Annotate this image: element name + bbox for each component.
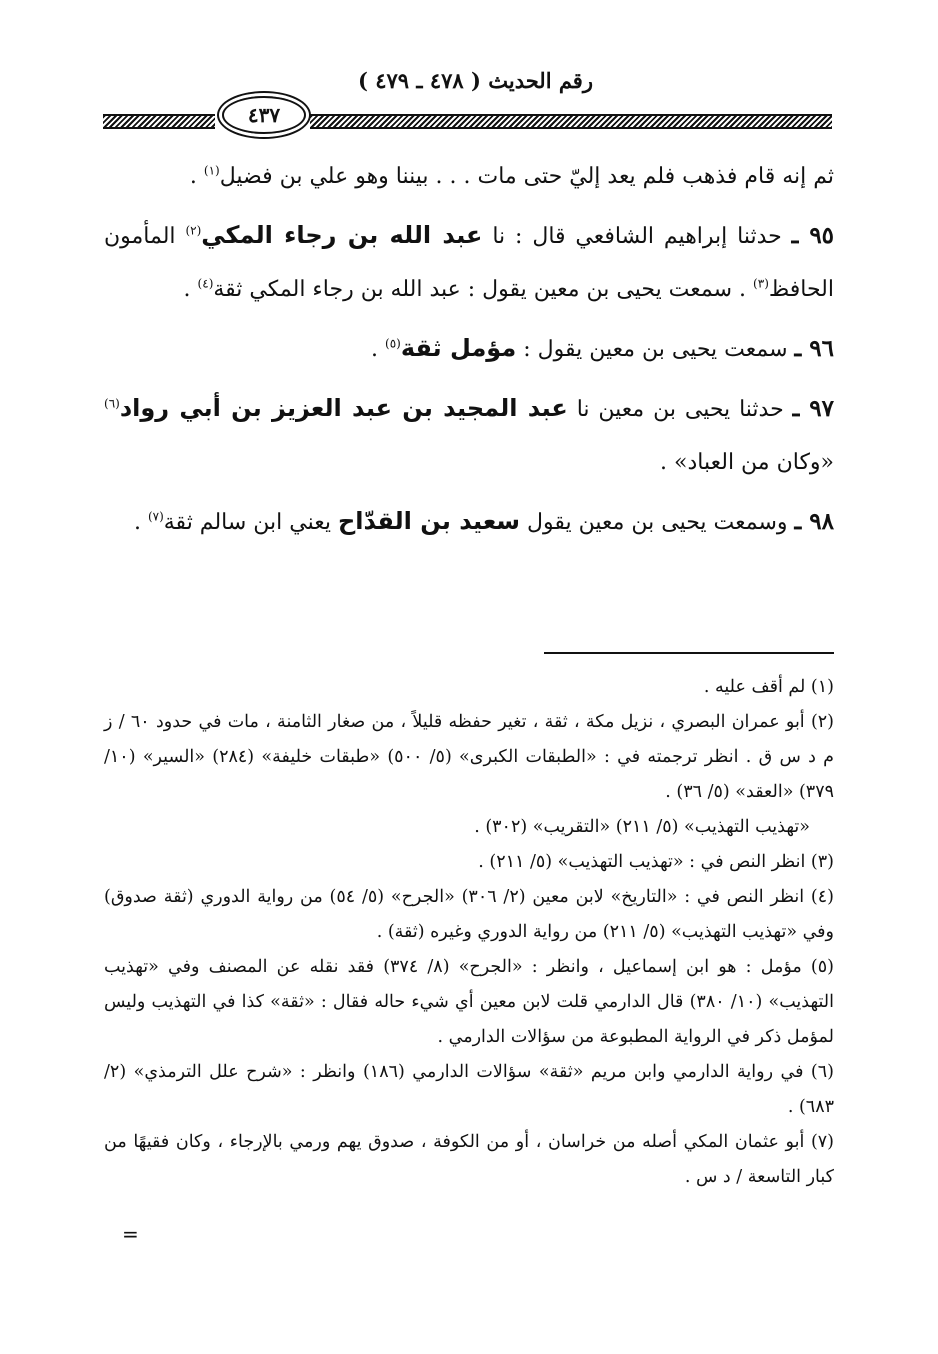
footnote-6: (٦) في رواية الدارمي وابن مريم «ثقة» سؤالات الدارمي (١٨٦) وانظر : «شرح علل الترمذي» (٢/ ٦٨٣) . — [104, 1062, 834, 1117]
footnote-ref: (٦) — [104, 396, 120, 411]
hadith-text: حدثنا إبراهيم الشافعي قال : نا — [492, 224, 782, 249]
footnote-1: (١) لم أقف عليه . — [703, 677, 834, 697]
hadith-text: وسمعت يحيى بن معين يقول — [527, 510, 788, 535]
narrator-name: سعيد بن القدّاح — [337, 507, 520, 535]
hadith-98: ٩٨ ـ وسمعت يحيى بن معين يقول سعيد بن القدّاح يعني ابن سالم ثقة$^{(٧)}$ . — [133, 507, 834, 535]
page-number: ٤٣٧ — [222, 96, 306, 134]
hadith-number: ٩٧ ـ — [792, 395, 834, 422]
intro-paragraph: ثم إنه قام فذهب فلم يعد إليّ حتى مات . . . بيننا وهو علي بن فضيل$^{(١)}$ . — [189, 163, 834, 189]
footnotes — [104, 670, 834, 1195]
footnote-ref: (٧) — [147, 509, 164, 524]
footnote-ref: (٢) — [185, 223, 202, 238]
footnote-7: (٧) أبو عثمان المكي أصله من خراسان ، أو من الكوفة ، صدوق يهم ورمي بالإرجاء ، وكان فقيهًا من كبار التاسعة / د س . — [104, 1132, 834, 1187]
hadith-97 — [104, 382, 834, 489]
narrator-name: عبد الله بن رجاء المكي — [201, 221, 483, 249]
footnote-ref: (٥) — [385, 336, 401, 351]
footnote-3: (٣) انظر النص في : «تهذيب التهذيب» (٥/ ٢١١) . — [478, 852, 834, 872]
hadith-text: «وكان من العباد» . — [660, 450, 834, 475]
hadith-number: ٩٨ ـ — [794, 508, 834, 535]
intro-text: ثم إنه قام فذهب فلم يعد إليّ حتى مات . . . بيننا وهو علي بن فضيل — [219, 164, 834, 189]
footnote-5: (٥) مؤمل : هو ابن إسماعيل ، وانظر : «الجرح» (٨/ ٣٧٤) فقد نقله عن المصنف وفي «تهذيب التهذيب» (١٠/ ٣٨٠) قال الدارمي قلت لابن معين أي شيء حاله فقال : «ثقة» كذا في التهذيب وليس لمؤمل ذكر في الرواية المطبوعة من سؤالات الدارمي . — [104, 957, 834, 1047]
narrator-name: عبد المجيد بن عبد العزيز بن أبي رواد — [119, 394, 568, 422]
footnote-2-continued: «تهذيب التهذيب» (٥/ ٢١١) «التقريب» (٣٠٢) . — [474, 817, 810, 837]
hadith-text: يعني ابن سالم ثقة — [163, 510, 331, 535]
footnote-separator — [544, 652, 834, 654]
header-ornament-rule — [310, 114, 832, 129]
footnote-4: (٤) انظر النص في : «التاريخ» لابن معين (٢/ ٣٠٦) «الجرح» (٥/ ٥٤) من رواية الدوري (ثقة صدوق) وفي «تهذيب التهذيب» (٥/ ٢١١) من رواية الدوري وغيره (ثقة) . — [104, 887, 834, 942]
hadith-text: . سمعت يحيى بن معين يقول : عبد الله بن رجاء المكي ثقة — [213, 277, 747, 302]
continuation-mark: = — [122, 1222, 139, 1246]
hadith-96: ٩٦ ـ سمعت يحيى بن معين يقول : مؤمل ثقة$^{(٥)}$ . — [371, 334, 834, 362]
header-ornament-rule — [103, 114, 215, 129]
hadith-number: ٩٦ ـ — [794, 335, 834, 362]
hadith-95: ٩٥ ـ حدثنا إبراهيم الشافعي قال : نا عبد الله بن رجاء المكي$^{(٢)}$ المأمون الحافظ$^{(٣)}$ . سمعت يحيى بن معين يقول : عبد الله بن رجاء المكي ثقة$^{(٤)}$ . — [104, 221, 835, 302]
narrator-name: مؤمل ثقة — [400, 334, 517, 362]
hadith-number: ٩٥ ـ — [791, 222, 835, 249]
footnote-ref: (٤) — [197, 276, 214, 291]
running-title: رقم الحديث ( ٤٧٨ ـ ٤٧٩ ) — [357, 68, 593, 93]
footnote-2: (٢) أبو عمران البصري ، نزيل مكة ، ثقة ، تغير حفظه قليلاً ، من صغار الثامنة ، مات في حدود ٦٠ / ز م د س ق . انظر ترجمته في : «الطبقات الكبرى» (٥/ ٥٠٠) «طبقات خليفة» (٢٨٤) «السير» (١٠/ ٣٧٩) «العقد» (٥/ ٣٦) . — [104, 712, 834, 802]
footnote-ref: (١) — [203, 163, 220, 178]
hadith-text: المأمون الحافظ — [104, 224, 834, 302]
hadith-text: حدثنا يحيى بن معين نا — [576, 397, 784, 422]
main-text — [104, 150, 834, 549]
hadith-text: سمعت يحيى بن معين يقول : — [523, 337, 788, 362]
footnote-ref: (٣) — [753, 276, 769, 291]
